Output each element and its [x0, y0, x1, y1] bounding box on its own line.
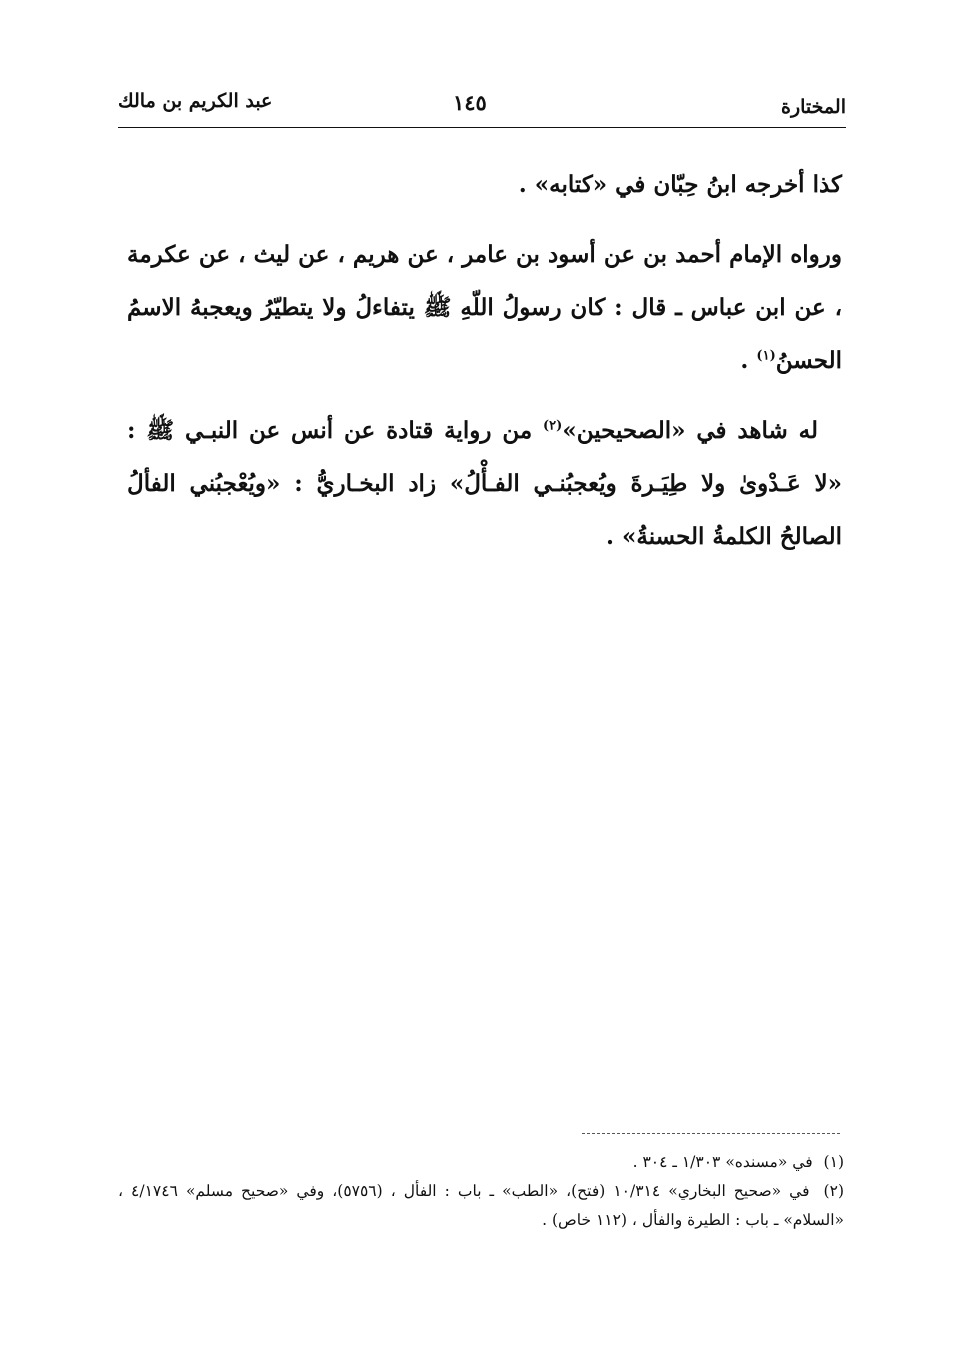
body-text — [127, 158, 842, 580]
footnote-ref-1[interactable]: (١) — [756, 348, 776, 364]
paragraph-2 — [127, 228, 842, 387]
page-number: ١٤٥ — [453, 90, 487, 115]
footnote-ref-2[interactable]: (٢) — [543, 418, 563, 434]
footnote-2-text: في «صحيح البخاري» ١٠/٣١٤ (فتح)، «الطب» ـ باب : الفأل ، (٥٧٥٦)، وفي «صحيح مسلم» ٤/١٧٤٦ ، «السلام» ـ باب : الطيرة والفأل ، (١١٢ خاص) . — [118, 1182, 844, 1229]
paragraph-3-text-before: له شاهد في «الصحيحين» — [562, 417, 818, 444]
footnote-1 — [118, 1148, 844, 1177]
paragraph-2-text: ورواه الإمام أحمد بن عن أسود بن عامر ، عن هريم ، عن ليث ، عن عكرمة ، عن ابن عباس ـ قال : كان رسولُ اللّهِ ﷺ يتفاءلُ ولا يتطيّرُ ويعجبهُ الاسمُ الحسنُ — [127, 241, 842, 374]
paragraph-1 — [127, 158, 842, 211]
paragraph-1-text: كذا أخرجه ابنُ حِبّان في «كتابه» . — [518, 171, 842, 198]
footnote-1-text: في «مسنده» ١/٣٠٣ ـ ٣٠٤ . — [632, 1153, 813, 1171]
book-title: المختارة — [781, 96, 846, 118]
footnote-2 — [118, 1177, 844, 1235]
footnote-2-number: (٢) — [823, 1182, 844, 1200]
paragraph-3 — [127, 404, 842, 563]
footnote-1-number: (١) — [823, 1153, 844, 1171]
header-divider — [118, 127, 846, 128]
author-name: عبد الكريم بن مالك — [118, 90, 273, 112]
footnotes — [118, 1148, 844, 1235]
footnote-divider — [582, 1133, 840, 1134]
paragraph-3-text-after: من رواية قتادة عن أنس عن النبـي ﷺ : «لا عَـدْوىٰ ولا طِيَـرةَ ويُعجبُنـي الفـأْلُ» زاد البخـاريُّ : «ويُعْجبُني الفألُ الصالحُ الكلمةُ الحسنةُ» . — [127, 417, 842, 550]
paragraph-2-tail: . — [740, 347, 757, 374]
running-header — [118, 84, 846, 124]
